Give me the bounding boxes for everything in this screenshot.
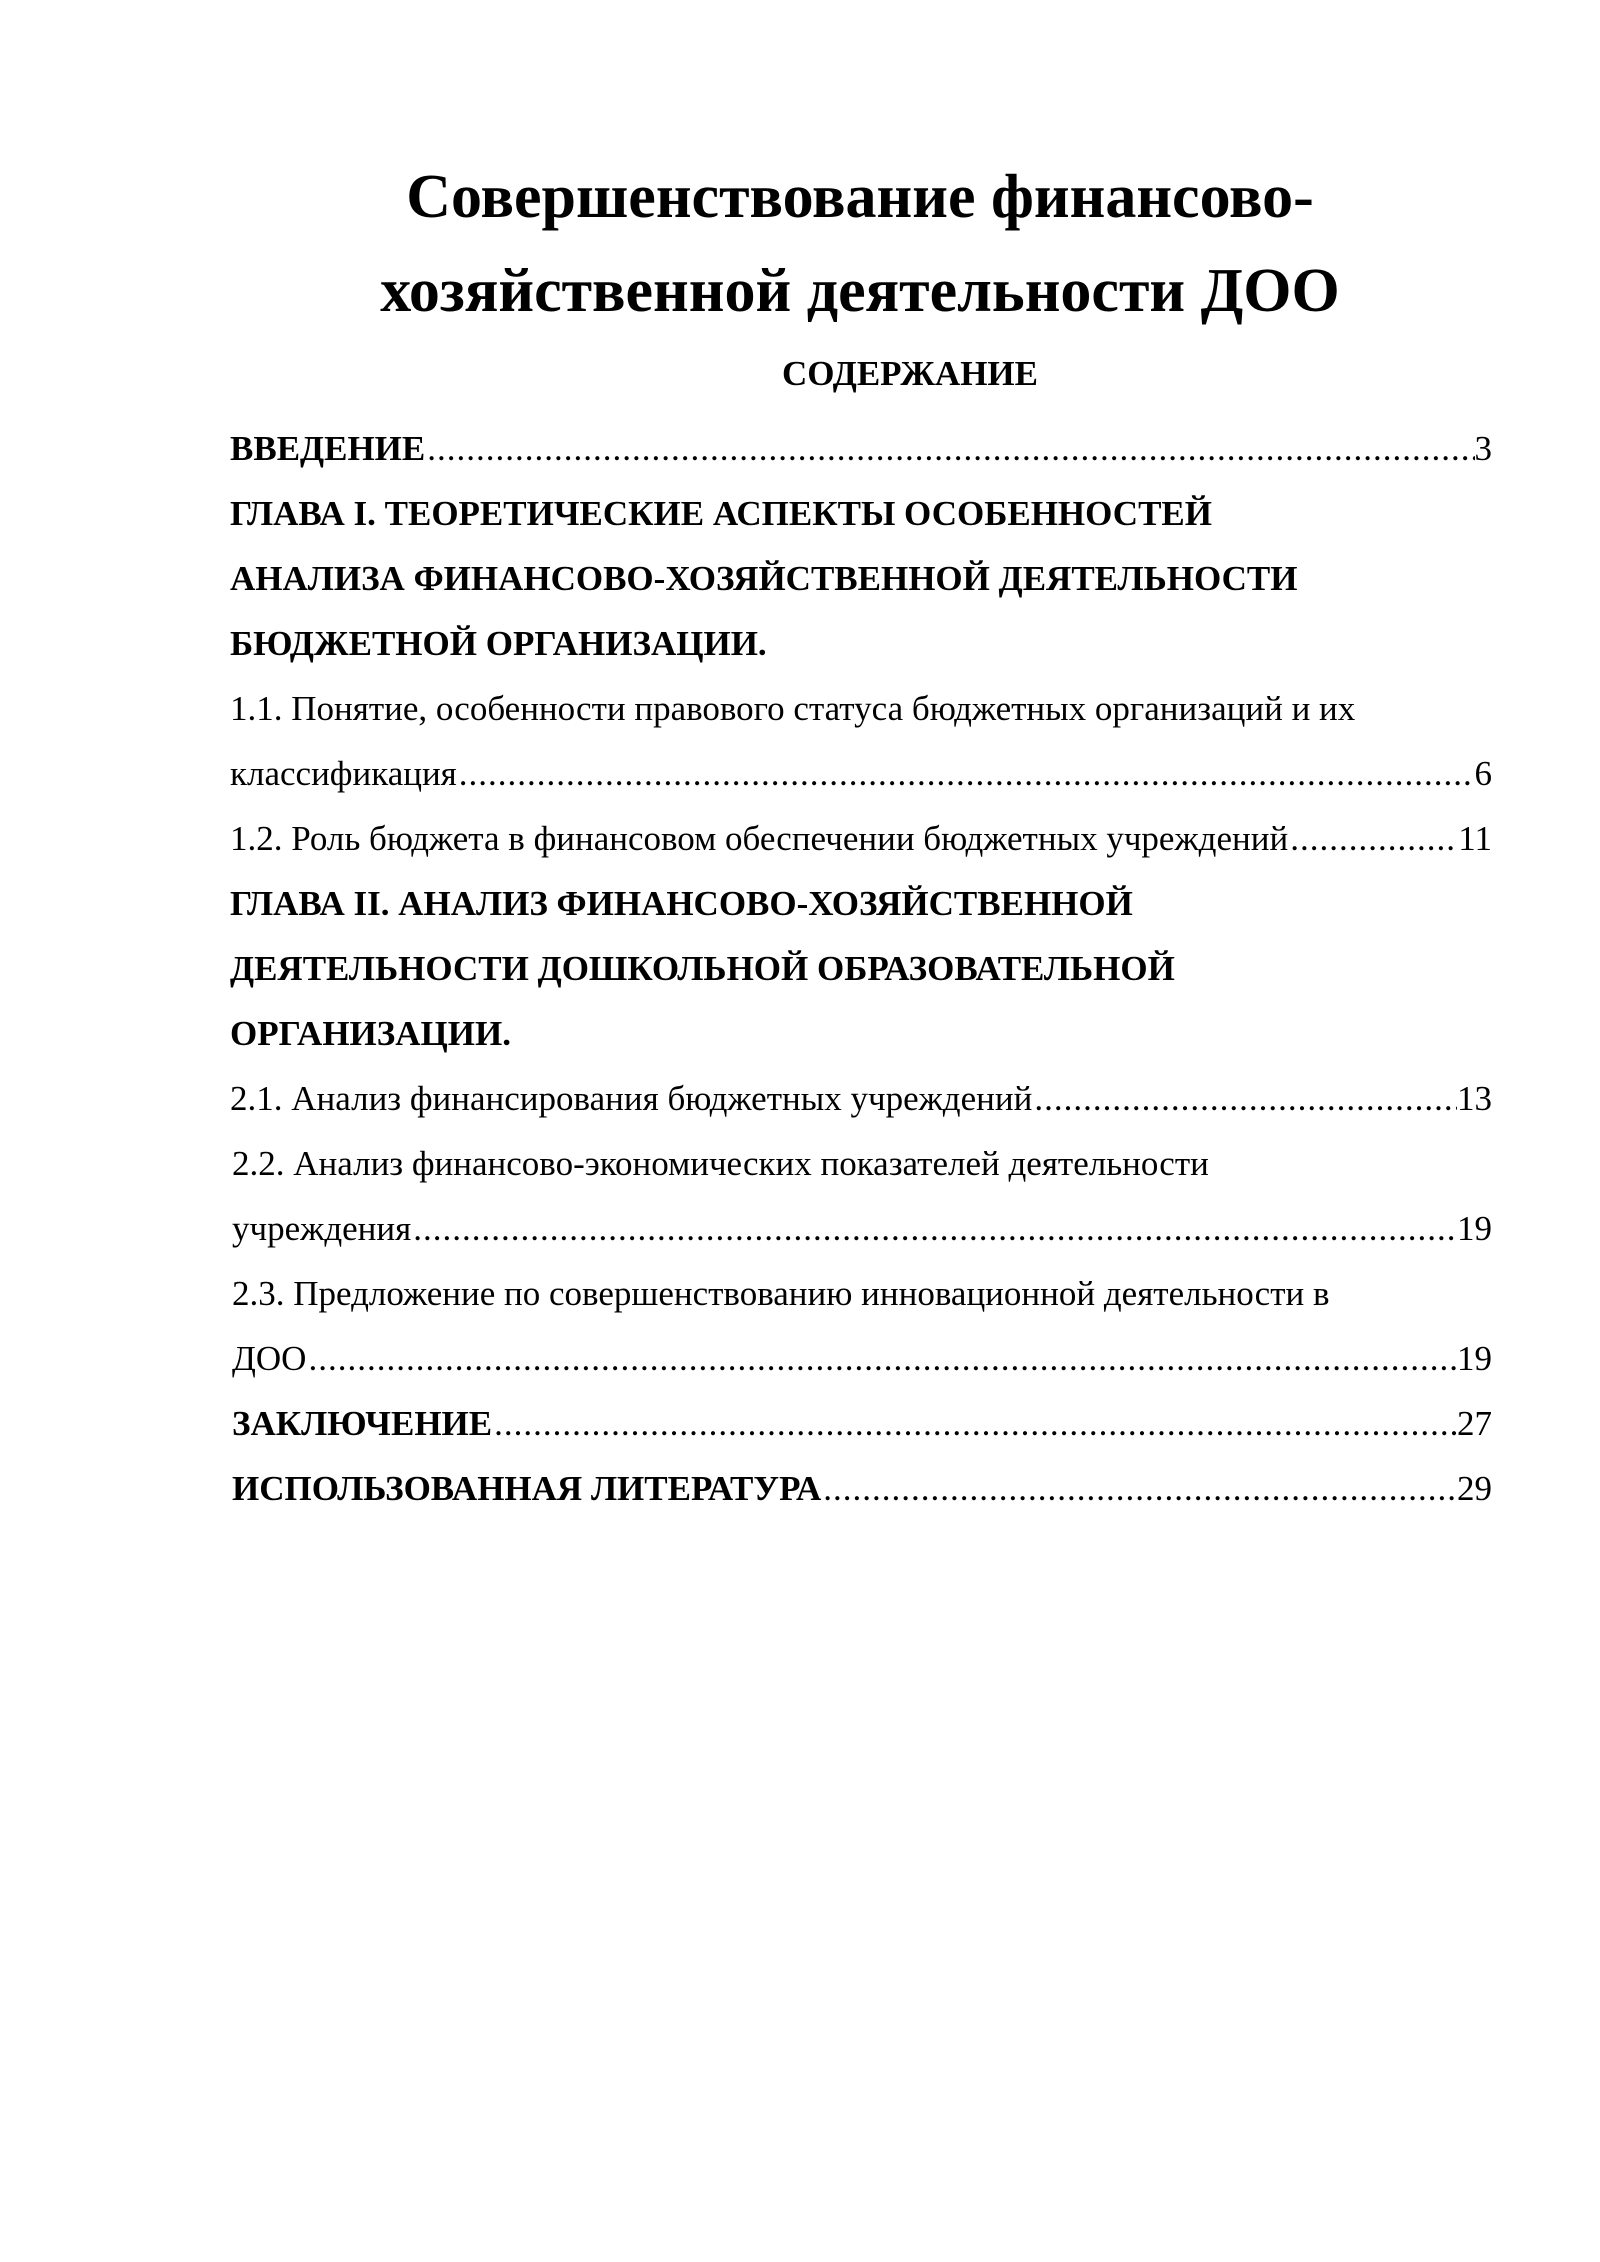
toc-leader-dots [411, 1196, 1457, 1261]
toc-entry-intro[interactable] [230, 416, 1492, 481]
toc-chapter-2-line-3[interactable]: ОРГАНИЗАЦИИ. [230, 1014, 511, 1053]
toc-leader-dots [821, 1456, 1457, 1521]
toc-entry-2-3-line-1[interactable]: 2.3. Предложение по совершенствованию инновационной деятельности в [232, 1274, 1330, 1313]
toc-page-number: 6 [1474, 754, 1492, 793]
toc-page-number: 19 [1457, 1339, 1492, 1378]
document-title [230, 150, 1490, 338]
title-line-2: хозяйственной деятельности ДОО [380, 257, 1340, 325]
toc-entry-1-1-line-1[interactable]: 1.1. Понятие, особенности правового статуса бюджетных организаций и их [230, 689, 1356, 728]
toc-chapter-1-line-2[interactable]: АНАЛИЗА ФИНАНСОВО-ХОЗЯЙСТВЕННОЙ ДЕЯТЕЛЬНОСТИ [230, 559, 1298, 598]
toc-heading: СОДЕРЖАНИЕ [781, 354, 1038, 393]
toc-leader-dots [1032, 1066, 1457, 1131]
toc-chapter-1-line-3[interactable]: БЮДЖЕТНОЙ ОРГАНИЗАЦИИ. [230, 624, 767, 663]
toc-entry-label: классификация [230, 754, 457, 793]
toc-leader-dots [457, 741, 1475, 806]
toc-entry-label: ЗАКЛЮЧЕНИЕ [232, 1404, 493, 1443]
toc-entry-2-2-line-1[interactable]: 2.2. Анализ финансово-экономических показателей деятельности [232, 1144, 1209, 1183]
table-of-contents [230, 416, 1492, 1521]
toc-page-number: 27 [1457, 1404, 1492, 1443]
toc-chapter-2-line-1[interactable]: ГЛАВА II. АНАЛИЗ ФИНАНСОВО-ХОЗЯЙСТВЕННОЙ [230, 884, 1133, 923]
toc-page-number: 19 [1457, 1209, 1492, 1248]
title-line-1: Совершенствование финансово- [406, 163, 1314, 231]
toc-page-number: 13 [1457, 1079, 1492, 1118]
toc-page-number: 11 [1458, 819, 1492, 858]
toc-entry-label: учреждения [232, 1209, 412, 1248]
toc-page-number: 29 [1457, 1469, 1492, 1508]
toc-entry-2-1[interactable] [230, 1066, 1492, 1131]
toc-chapter-2-line-2[interactable]: ДЕЯТЕЛЬНОСТИ ДОШКОЛЬНОЙ ОБРАЗОВАТЕЛЬНОЙ [230, 949, 1175, 988]
toc-entry-2-2-line-2[interactable] [230, 1196, 1492, 1261]
toc-entry-label: ИСПОЛЬЗОВАННАЯ ЛИТЕРАТУРА [232, 1469, 822, 1508]
toc-entry-label: ДОО [232, 1339, 307, 1378]
toc-entry-label: ВВЕДЕНИЕ [230, 429, 426, 468]
toc-chapter-1-line-1[interactable]: ГЛАВА I. ТЕОРЕТИЧЕСКИЕ АСПЕКТЫ ОСОБЕННОСТЕЙ [230, 494, 1212, 533]
toc-leader-dots [306, 1326, 1457, 1391]
toc-entry-label: 1.2. Роль бюджета в финансовом обеспечении бюджетных учреждений [230, 819, 1289, 858]
toc-entry-label: 2.1. Анализ финансирования бюджетных учреждений [230, 1079, 1033, 1118]
toc-entry-1-1-line-2[interactable] [230, 741, 1492, 806]
toc-entry-literature[interactable] [230, 1456, 1492, 1521]
toc-page-number: 3 [1474, 429, 1492, 468]
toc-leader-dots [1288, 806, 1458, 871]
toc-entry-2-3-line-2[interactable] [230, 1326, 1492, 1391]
toc-leader-dots [425, 416, 1474, 481]
toc-entry-conclusion[interactable] [230, 1391, 1492, 1456]
toc-leader-dots [492, 1391, 1457, 1456]
toc-entry-1-2[interactable] [230, 806, 1492, 871]
